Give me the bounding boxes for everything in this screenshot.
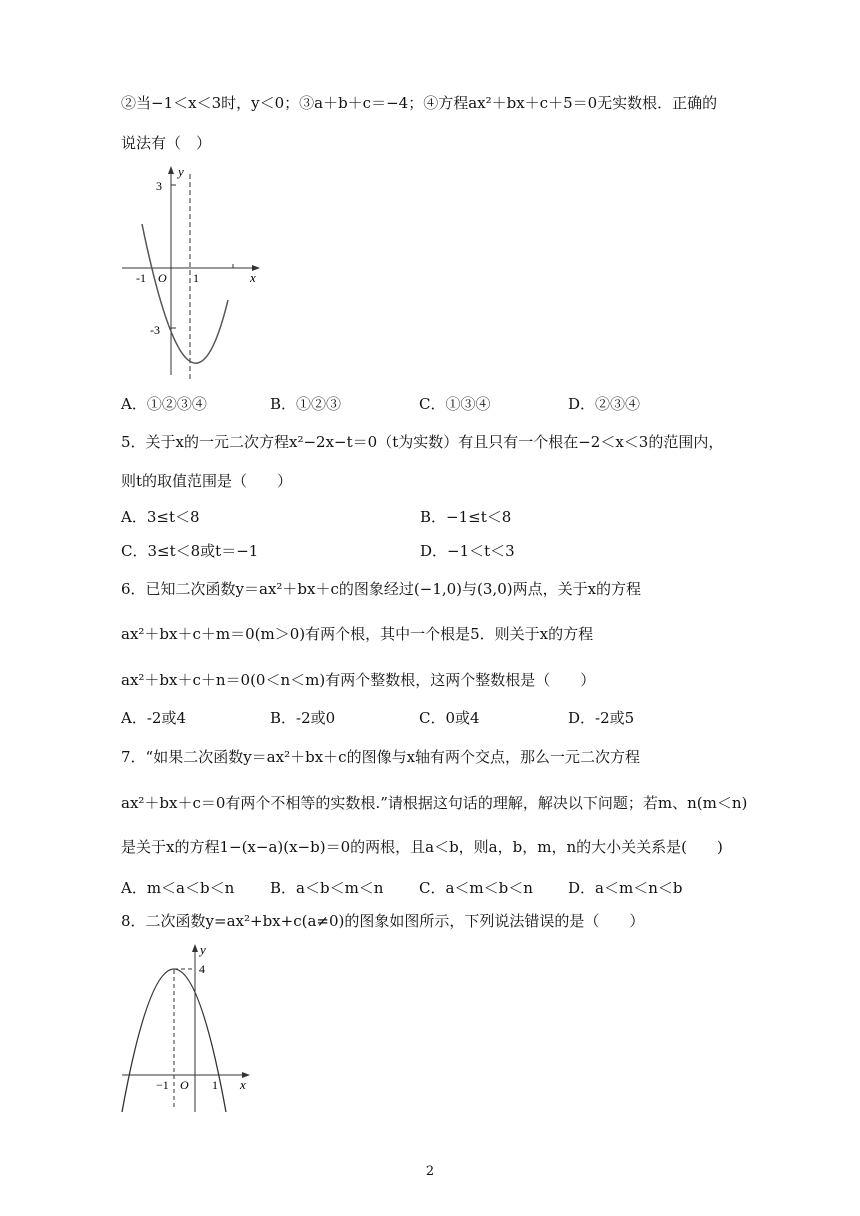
q6-option-d: D．-2或5 [568,709,635,727]
q8-graph-x-label: x [240,1077,246,1092]
q6-text-line3: ax²＋bx＋c＋n＝0(0＜n＜m)有两个整数根，这两个整数根是（ ） [121,671,596,689]
q8-graph-tick-neg1: −1 [156,1078,169,1092]
q5-option-d: D．−1＜t＜3 [420,542,515,560]
q5-option-a: A．3≤t＜8 [121,508,200,526]
q8-graph-tick-4: 4 [199,962,205,976]
q6-text-line1: 6．已知二次函数y＝ax²＋bx＋c的图象经过(−1,0)与(3,0)两点，关于x的方程 [121,580,642,598]
q4-graph-tick-neg1: -1 [136,271,146,285]
q8-graph [118,940,268,1115]
q8-text-line1: 8．二次函数y=ax²+bx+c(a≠0)的图象如图所示，下列说法错误的是（ ） [121,912,645,930]
q4-graph-tick-neg3: -3 [150,323,160,337]
q5-text-line2: 则t的取值范围是（ ） [121,472,293,490]
q4-graph-tick-3: 3 [156,179,162,193]
q7-option-b: B．a＜b＜m＜n [270,879,384,897]
q4-text-line1: ②当−1＜x＜3时，y＜0；③a＋b＋c＝−4；④方程ax²＋bx＋c＋5＝0无实数根．正确的 [121,94,718,112]
q8-graph-y-label: y [200,942,206,957]
q4-option-b: B．①②③ [270,395,342,413]
q6-text-line2: ax²＋bx＋c＋m＝0(m＞0)有两个根，其中一个根是5．则关于x的方程 [121,625,594,643]
q6-option-c: C．0或4 [419,709,480,727]
q4-option-c: C．①③④ [419,395,491,413]
page-number: 2 [425,1164,435,1179]
q4-text-line2: 说法有（ ） [121,134,212,152]
q7-option-d: D．a＜m＜n＜b [568,879,683,897]
q8-graph-origin: O [180,1078,189,1092]
q6-option-b: B．-2或0 [270,709,336,727]
q5-option-c: C．3≤t＜8或t＝−1 [121,542,259,560]
q4-graph-tick-1: 1 [193,271,199,285]
q4-option-a: A．①②③④ [121,395,207,413]
q7-text-line2: ax²＋bx＋c＝0有两个不相等的实数根.”请根据这句话的理解，解决以下问题；若m、n(m＜n) [121,794,748,812]
q4-graph-origin: O [158,271,167,285]
q7-option-c: C．a＜m＜b＜n [419,879,533,897]
q7-text-line3: 是关于x的方程1−(x−a)(x−b)＝0的两根，且a＜b，则a，b，m，n的大小关关系是( ) [121,838,723,856]
q5-text-line1: 5．关于x的一元二次方程x²−2x−t＝0（t为实数）有且只有一个根在−2＜x＜3的范围内， [121,433,724,451]
q8-graph-tick-1: 1 [212,1078,218,1092]
q5-option-b: B．−1≤t＜8 [420,508,512,526]
q7-option-a: A．m＜a＜b＜n [121,879,235,897]
q4-graph [118,160,268,385]
q7-text-line1: 7．“如果二次函数y＝ax²＋bx＋c的图像与x轴有两个交点，那么一元二次方程 [121,748,641,766]
q4-option-d: D．②③④ [568,395,641,413]
q6-option-a: A．-2或4 [121,709,186,727]
q4-graph-x-label: x [250,270,256,285]
q4-graph-y-label: y [178,164,184,179]
